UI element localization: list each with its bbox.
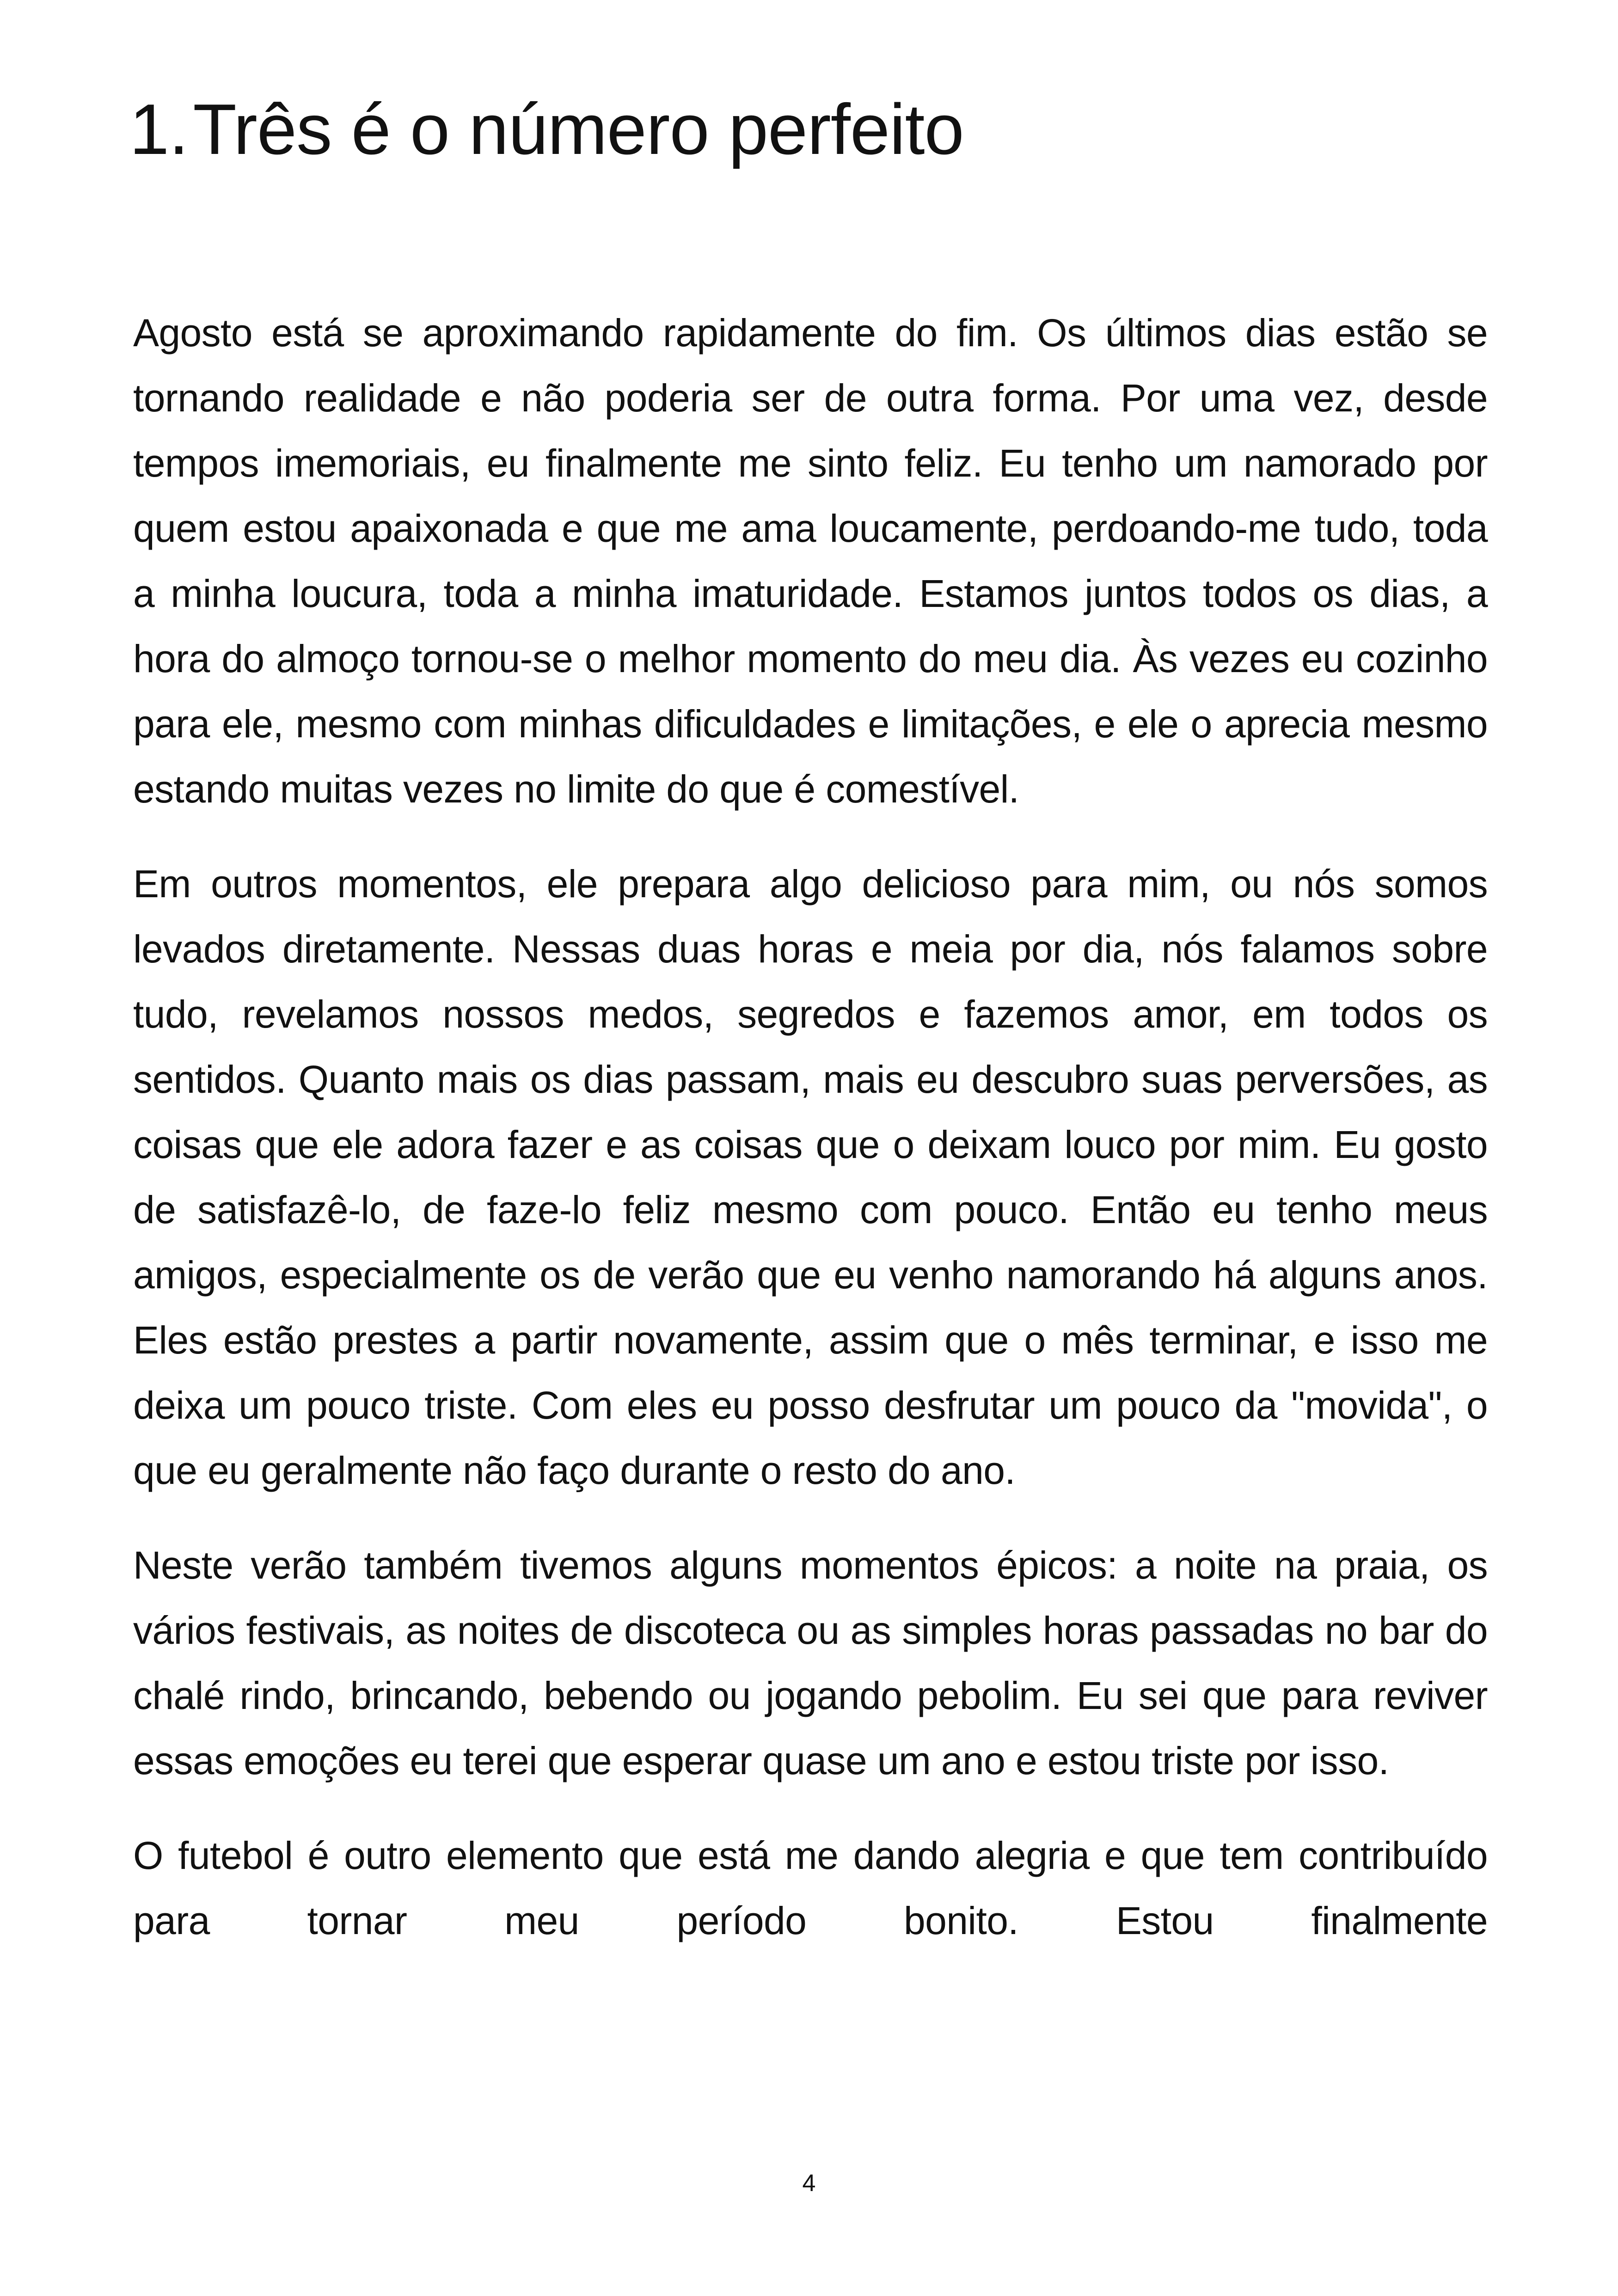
body-text [133,300,1488,1953]
chapter-title-text: Três é o número perfeito [193,89,964,169]
paragraph: Agosto está se aproximando rapidamente do fim. Os últimos dias estão se tornando realidade e não poderia ser de outra forma. Por uma vez, desde tempos imemoriais, eu finalmente me sinto feliz. Eu tenho um namorado por quem estou apaixonada e que me ama loucamente, perdoando-me tudo, toda a minha loucura, toda a minha imaturidade. Estamos juntos todos os dias, a hora do almoço tornou-se o melhor momento do meu dia. Às vezes eu cozinho para ele, mesmo com minhas dificuldades e limitações, e ele o aprecia mesmo estando muitas vezes no limite do que é comestível. [133,311,1488,811]
chapter-title [129,83,1489,176]
paragraph: Neste verão também tivemos alguns momentos épicos: a noite na praia, os vários festivais, as noites de discoteca ou as simples horas passadas no bar do chalé rindo, brincando, bebendo ou jogando pebolim. Eu sei que para reviver essas emoções eu terei que esperar quase um ano e estou triste por isso. [133,1543,1488,1782]
page-number: 4 [802,2170,816,2197]
paragraph: O futebol é outro elemento que está me dando alegria e que tem contribuído para tornar meu período bonito. Estou finalmente [133,1834,1488,1942]
paragraph: Em outros momentos, ele prepara algo delicioso para mim, ou nós somos levados diretamente. Nessas duas horas e meia por dia, nós falamos sobre tudo, revelamos nossos medos, segredos e fazemos amor, em todos os sentidos. Quanto mais os dias passam, mais eu descubro suas perversões, as coisas que ele adora fazer e as coisas que o deixam louco por mim. Eu gosto de satisfazê-lo, de faze-lo feliz mesmo com pouco. Então eu tenho meus amigos, especialmente os de verão que eu venho namorando há alguns anos. Eles estão prestes a partir novamente, assim que o mês terminar, e isso me deixa um pouco triste. Com eles eu posso desfrutar um pouco da "movida", o que eu geralmente não faço durante o resto do ano. [133,862,1488,1492]
chapter-number: 1. [129,89,189,169]
